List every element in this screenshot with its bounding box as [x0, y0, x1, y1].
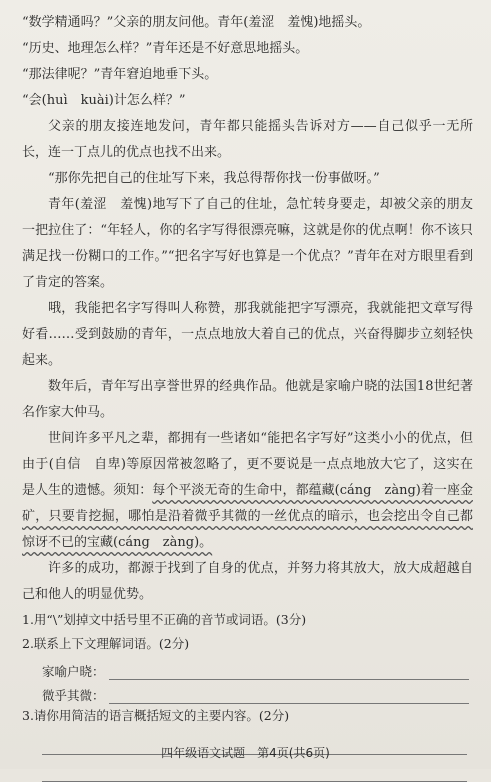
paragraph-text: 世间许多平凡之辈，都拥有一些诸如“能把名字写好”这类小小的优点，但由于(自信 自卑)等原因常被忽略了，更不要说是一点点地放大它了，这实在是人生的遗憾。须知： — [22, 431, 473, 498]
passage-paragraph: “数学精通吗？”父亲的朋友问他。青年(羞涩 羞愧)地摇头。 — [22, 15, 371, 30]
answer-blank-line[interactable] — [109, 688, 469, 704]
passage-paragraph: “历史、地理怎么样？”青年还是不好意思地摇头。 — [22, 41, 309, 56]
question-1: 1.用“\”划掉文中括号里不正确的音节或词语。(3分) — [22, 612, 307, 627]
passage-paragraph: “那你先把自己的住址写下来，我总得帮你找一份事做呀。” — [48, 171, 380, 186]
page-footer: 四年级语文试题 第4页(共6页) — [161, 746, 330, 760]
answer-blank-line[interactable] — [109, 664, 469, 680]
passage-paragraph: 哦，我能把名字写得叫人称赞，那我就能把字写漂亮，我就能把文章写得好看……受到鼓励的青年，一点点地放大着自己的优点，兴奋得脚步立刻轻快起来。 — [22, 301, 473, 368]
passage-paragraph: 父亲的朋友接连地发问，青年都只能摇头告诉对方——自己似乎一无所长，连一丁点儿的优点也找不出来。 — [22, 119, 473, 160]
passage-closing-paragraph: 许多的成功，都源于找到了自身的优点，并努力将其放大，放大成超越自己和他人的明显优势。 — [22, 561, 473, 602]
passage-paragraph-highlight — [22, 426, 473, 556]
answer-label: 家喻户晓： — [42, 664, 105, 679]
answer-row-jiayuhuxiao — [42, 656, 473, 680]
wavy-underlined-sentence: 每个平淡无奇的生命中，都蕴藏(cáng zàng)着一座金矿，只要肯挖掘，哪怕是沿着微乎其微的一丝优点的暗示，也会挖出令自己都惊讶不已的宝藏(cáng zàng)。 — [22, 483, 473, 550]
answer-label: 微乎其微： — [42, 688, 105, 703]
question-2: 2.联系上下文理解词语。(2分) — [22, 636, 190, 651]
answer-row-weihuqiwei — [42, 680, 473, 704]
passage-paragraph: “会(huì kuài)计怎么样？” — [22, 93, 186, 108]
reading-passage — [22, 10, 473, 426]
passage-paragraph: 数年后，青年写出享誉世界的经典作品。他就是家喻户晓的法国18世纪著名作家大仲马。 — [22, 379, 473, 420]
passage-paragraph: 青年(羞涩 羞愧)地写下了自己的住址，急忙转身要走，却被父亲的朋友一把拉住了：“年轻人，你的名字写得很漂亮嘛，这就是你的优点啊！你不该只满足找一份糊口的工作。”“把名字写好也算是一个优点？”青年在对方眼里看到了肯定的答案。 — [22, 197, 473, 290]
passage-paragraph: “那法律呢？”青年窘迫地垂下头。 — [22, 67, 218, 82]
question-3: 3.请你用简洁的语言概括短文的主要内容。(2分) — [22, 708, 290, 723]
